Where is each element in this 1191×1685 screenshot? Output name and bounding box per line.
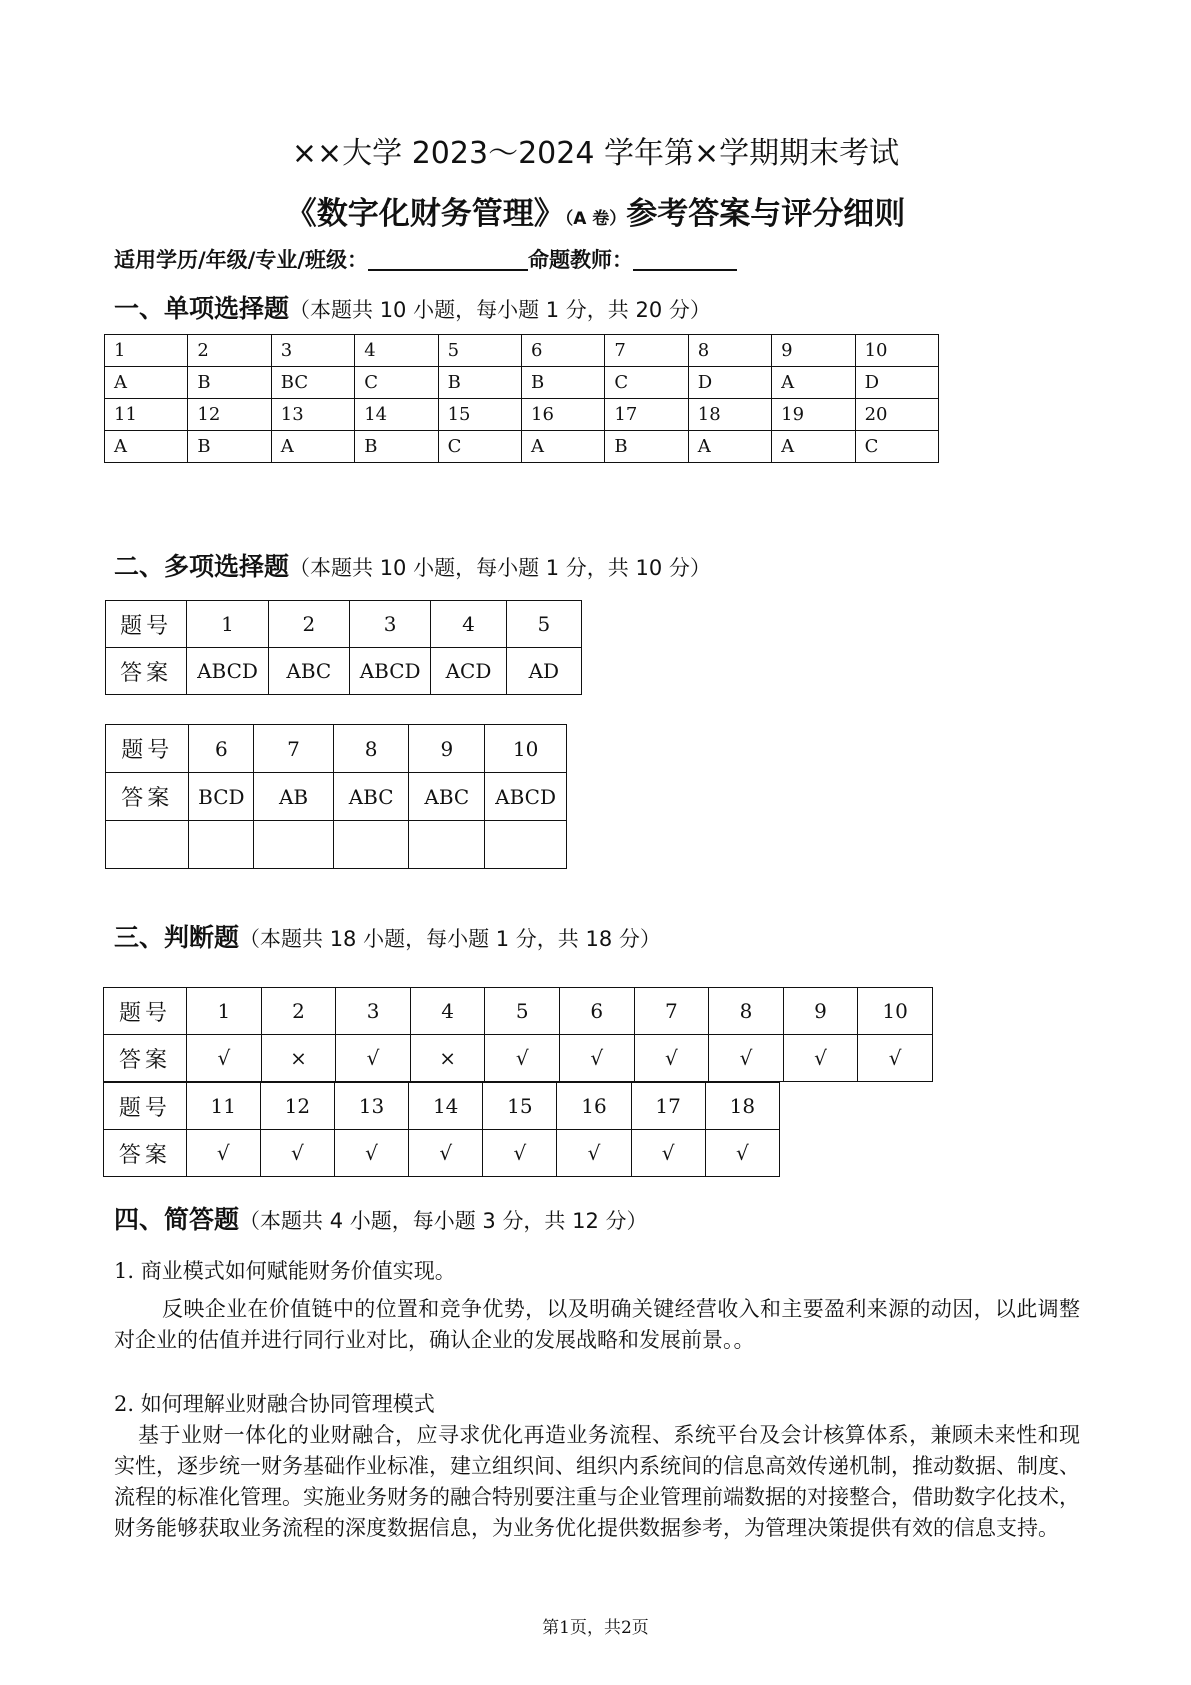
meta-teacher-label: 命题教师： bbox=[528, 248, 634, 272]
answer-cell: A bbox=[772, 431, 855, 463]
question-number: 7 bbox=[605, 335, 688, 367]
answer-cell: √ bbox=[631, 1130, 705, 1177]
answer-cell: B bbox=[188, 431, 271, 463]
section-2-title: 二、多项选择题 bbox=[114, 552, 290, 581]
single-choice-table bbox=[104, 334, 939, 463]
question-number: 20 bbox=[855, 399, 938, 431]
question-number: 3 bbox=[271, 335, 354, 367]
number-row bbox=[104, 1083, 780, 1130]
answer-cell: C bbox=[438, 431, 521, 463]
answer-label: 答案 bbox=[106, 773, 189, 821]
question-number: 8 bbox=[709, 988, 784, 1035]
answer-cell: √ bbox=[485, 1035, 560, 1082]
answer-cell: √ bbox=[783, 1035, 858, 1082]
answer-cell: B bbox=[188, 367, 271, 399]
number-row bbox=[105, 335, 939, 367]
question-number: 6 bbox=[560, 988, 635, 1035]
answer-cell: ABC bbox=[333, 773, 409, 821]
answer-cell: √ bbox=[260, 1130, 334, 1177]
answer-label: 答案 bbox=[104, 1035, 187, 1082]
answer-cell: C bbox=[355, 367, 438, 399]
meta-teacher-blank bbox=[633, 249, 737, 271]
answer-cell: AB bbox=[254, 773, 334, 821]
section-3-heading bbox=[114, 918, 661, 954]
question-number: 12 bbox=[260, 1083, 334, 1130]
answer-cell: √ bbox=[634, 1035, 709, 1082]
answer-cell: √ bbox=[336, 1035, 411, 1082]
number-label: 题号 bbox=[104, 988, 187, 1035]
answer-cell: ABC bbox=[409, 773, 485, 821]
answer-cell: B bbox=[605, 431, 688, 463]
section-1-heading bbox=[114, 289, 711, 325]
question-number: 15 bbox=[438, 399, 521, 431]
answer-cell: A bbox=[522, 431, 605, 463]
answer-cell: √ bbox=[186, 1130, 260, 1177]
answer-cell: BCD bbox=[189, 773, 254, 821]
answer-1: 反映企业在价值链中的位置和竞争优势，以及明确关键经营收入和主要盈利来源的动因，以此调整对企业的估值并进行同行业对比，确认企业的发展战略和发展前景。。 bbox=[114, 1297, 1080, 1352]
answer-cell: √ bbox=[858, 1035, 933, 1082]
number-row bbox=[105, 399, 939, 431]
question-number: 12 bbox=[188, 399, 271, 431]
question-number: 8 bbox=[688, 335, 771, 367]
section-1-title: 一、单项选择题 bbox=[114, 294, 290, 323]
paper-subtitle bbox=[0, 188, 1191, 233]
question-number: 16 bbox=[557, 1083, 631, 1130]
question-number: 16 bbox=[522, 399, 605, 431]
empty-cell bbox=[106, 821, 189, 869]
answer-cell: √ bbox=[187, 1035, 262, 1082]
question-number: 18 bbox=[688, 399, 771, 431]
question-number: 5 bbox=[485, 988, 560, 1035]
question-number: 10 bbox=[855, 335, 938, 367]
question-number: 10 bbox=[485, 725, 567, 773]
question-number: 2 bbox=[188, 335, 271, 367]
question-number: 3 bbox=[349, 601, 430, 648]
question-number: 14 bbox=[355, 399, 438, 431]
section-3-note: （本题共 18 小题，每小题 1 分，共 18 分） bbox=[239, 927, 661, 951]
section-3-title: 三、判断题 bbox=[114, 923, 240, 952]
section-2-note: （本题共 10 小题，每小题 1 分，共 10 分） bbox=[289, 556, 711, 580]
answer-row bbox=[105, 431, 939, 463]
answer-cell: ACD bbox=[431, 648, 506, 695]
question-number: 1 bbox=[187, 601, 268, 648]
answer-cell: √ bbox=[483, 1130, 557, 1177]
number-row bbox=[104, 988, 933, 1035]
answer-label: 答案 bbox=[106, 648, 187, 695]
number-label: 题号 bbox=[106, 725, 189, 773]
question-number: 17 bbox=[631, 1083, 705, 1130]
answer-cell: D bbox=[855, 367, 938, 399]
exam-title: ××大学 2023～2024 学年第×学期期末考试 bbox=[291, 136, 900, 171]
question-number: 4 bbox=[431, 601, 506, 648]
question-number: 1 bbox=[105, 335, 188, 367]
empty-cell bbox=[254, 821, 334, 869]
meta-level-blank bbox=[368, 249, 528, 271]
question-number: 9 bbox=[772, 335, 855, 367]
question-number: 17 bbox=[605, 399, 688, 431]
meta-line bbox=[114, 244, 737, 274]
answer-cell: √ bbox=[705, 1130, 779, 1177]
empty-cell bbox=[485, 821, 567, 869]
answer-cell: × bbox=[410, 1035, 485, 1082]
question-number: 13 bbox=[334, 1083, 408, 1130]
question-number: 9 bbox=[409, 725, 485, 773]
multi-choice-table-1 bbox=[105, 600, 582, 695]
answer-cell: AD bbox=[506, 648, 581, 695]
answer-cell: D bbox=[688, 367, 771, 399]
question-number: 3 bbox=[336, 988, 411, 1035]
empty-cell bbox=[409, 821, 485, 869]
answer-cell: √ bbox=[709, 1035, 784, 1082]
question-number: 2 bbox=[261, 988, 336, 1035]
meta-level-label: 适用学历/年级/专业/班级： bbox=[114, 248, 369, 272]
page-footer: 第1页，共2页 bbox=[542, 1618, 649, 1638]
question-number: 7 bbox=[634, 988, 709, 1035]
question-number: 7 bbox=[254, 725, 334, 773]
question-number: 11 bbox=[105, 399, 188, 431]
question-number: 13 bbox=[271, 399, 354, 431]
true-false-table-1 bbox=[103, 987, 933, 1082]
question-number: 14 bbox=[409, 1083, 483, 1130]
answer-row bbox=[104, 1130, 780, 1177]
answer-cell: A bbox=[688, 431, 771, 463]
number-label: 题号 bbox=[106, 601, 187, 648]
answer-cell: B bbox=[355, 431, 438, 463]
section-2-heading bbox=[114, 547, 711, 583]
answer-cell: √ bbox=[334, 1130, 408, 1177]
question-number: 11 bbox=[186, 1083, 260, 1130]
question-number: 6 bbox=[189, 725, 254, 773]
answer-2: 基于业财一体化的业财融合，应寻求优化再造业务流程、系统平台及会计核算体系，兼顾未来性和现实性，逐步统一财务基础作业标准，建立组织间、组织内系统间的信息高效传递机制，推动数据、制度、流程的标准化管理。实施业务财务的融合特别要注重与企业管理前端数据的对接整合，借助数字化技术，财务能够获取业务流程的深度数据信息，为业务优化提供数据参考，为管理决策提供有效的信息支持。 bbox=[114, 1423, 1080, 1540]
question-2: 2. 如何理解业财融合协同管理模式 bbox=[114, 1392, 435, 1416]
answer-row bbox=[105, 367, 939, 399]
multi-choice-table-2 bbox=[105, 724, 567, 869]
paper-version: （A 卷） bbox=[564, 209, 627, 229]
answer-cell: ABCD bbox=[485, 773, 567, 821]
answer-cell: × bbox=[261, 1035, 336, 1082]
answer-cell: √ bbox=[560, 1035, 635, 1082]
question-number: 5 bbox=[438, 335, 521, 367]
answer-cell: C bbox=[605, 367, 688, 399]
question-number: 15 bbox=[483, 1083, 557, 1130]
section-4-note: （本题共 4 小题，每小题 3 分，共 12 分） bbox=[239, 1209, 648, 1233]
empty-cell bbox=[333, 821, 409, 869]
answer-cell: B bbox=[522, 367, 605, 399]
answer-cell: A bbox=[105, 367, 188, 399]
question-number: 4 bbox=[355, 335, 438, 367]
question-1: 1. 商业模式如何赋能财务价值实现。 bbox=[114, 1259, 456, 1283]
answer-cell: A bbox=[105, 431, 188, 463]
question-number: 8 bbox=[333, 725, 409, 773]
answer-cell: √ bbox=[409, 1130, 483, 1177]
question-number: 5 bbox=[506, 601, 581, 648]
question-number: 4 bbox=[410, 988, 485, 1035]
answer-cell: ABC bbox=[268, 648, 349, 695]
question-number: 10 bbox=[858, 988, 933, 1035]
question-number: 19 bbox=[772, 399, 855, 431]
question-number: 1 bbox=[187, 988, 262, 1035]
question-number: 6 bbox=[522, 335, 605, 367]
question-number: 18 bbox=[705, 1083, 779, 1130]
answer-cell: C bbox=[855, 431, 938, 463]
answer-cell: ABCD bbox=[349, 648, 430, 695]
answer-cell: √ bbox=[557, 1130, 631, 1177]
section-4-heading bbox=[114, 1200, 648, 1236]
answer-cell: A bbox=[772, 367, 855, 399]
course-name: 《数字化财务管理》 bbox=[285, 196, 565, 232]
answer-cell: ABCD bbox=[187, 648, 268, 695]
question-number: 9 bbox=[783, 988, 858, 1035]
answer-cell: BC bbox=[271, 367, 354, 399]
section-4-title: 四、简答题 bbox=[114, 1205, 240, 1234]
true-false-table-2 bbox=[103, 1082, 780, 1177]
question-number: 2 bbox=[268, 601, 349, 648]
empty-cell bbox=[189, 821, 254, 869]
section-1-note: （本题共 10 小题，每小题 1 分，共 20 分） bbox=[289, 298, 711, 322]
answer-row bbox=[104, 1035, 933, 1082]
subtitle-tail: 参考答案与评分细则 bbox=[626, 196, 906, 232]
answer-label: 答案 bbox=[104, 1130, 187, 1177]
answer-cell: B bbox=[438, 367, 521, 399]
answer-cell: A bbox=[271, 431, 354, 463]
number-label: 题号 bbox=[104, 1083, 187, 1130]
